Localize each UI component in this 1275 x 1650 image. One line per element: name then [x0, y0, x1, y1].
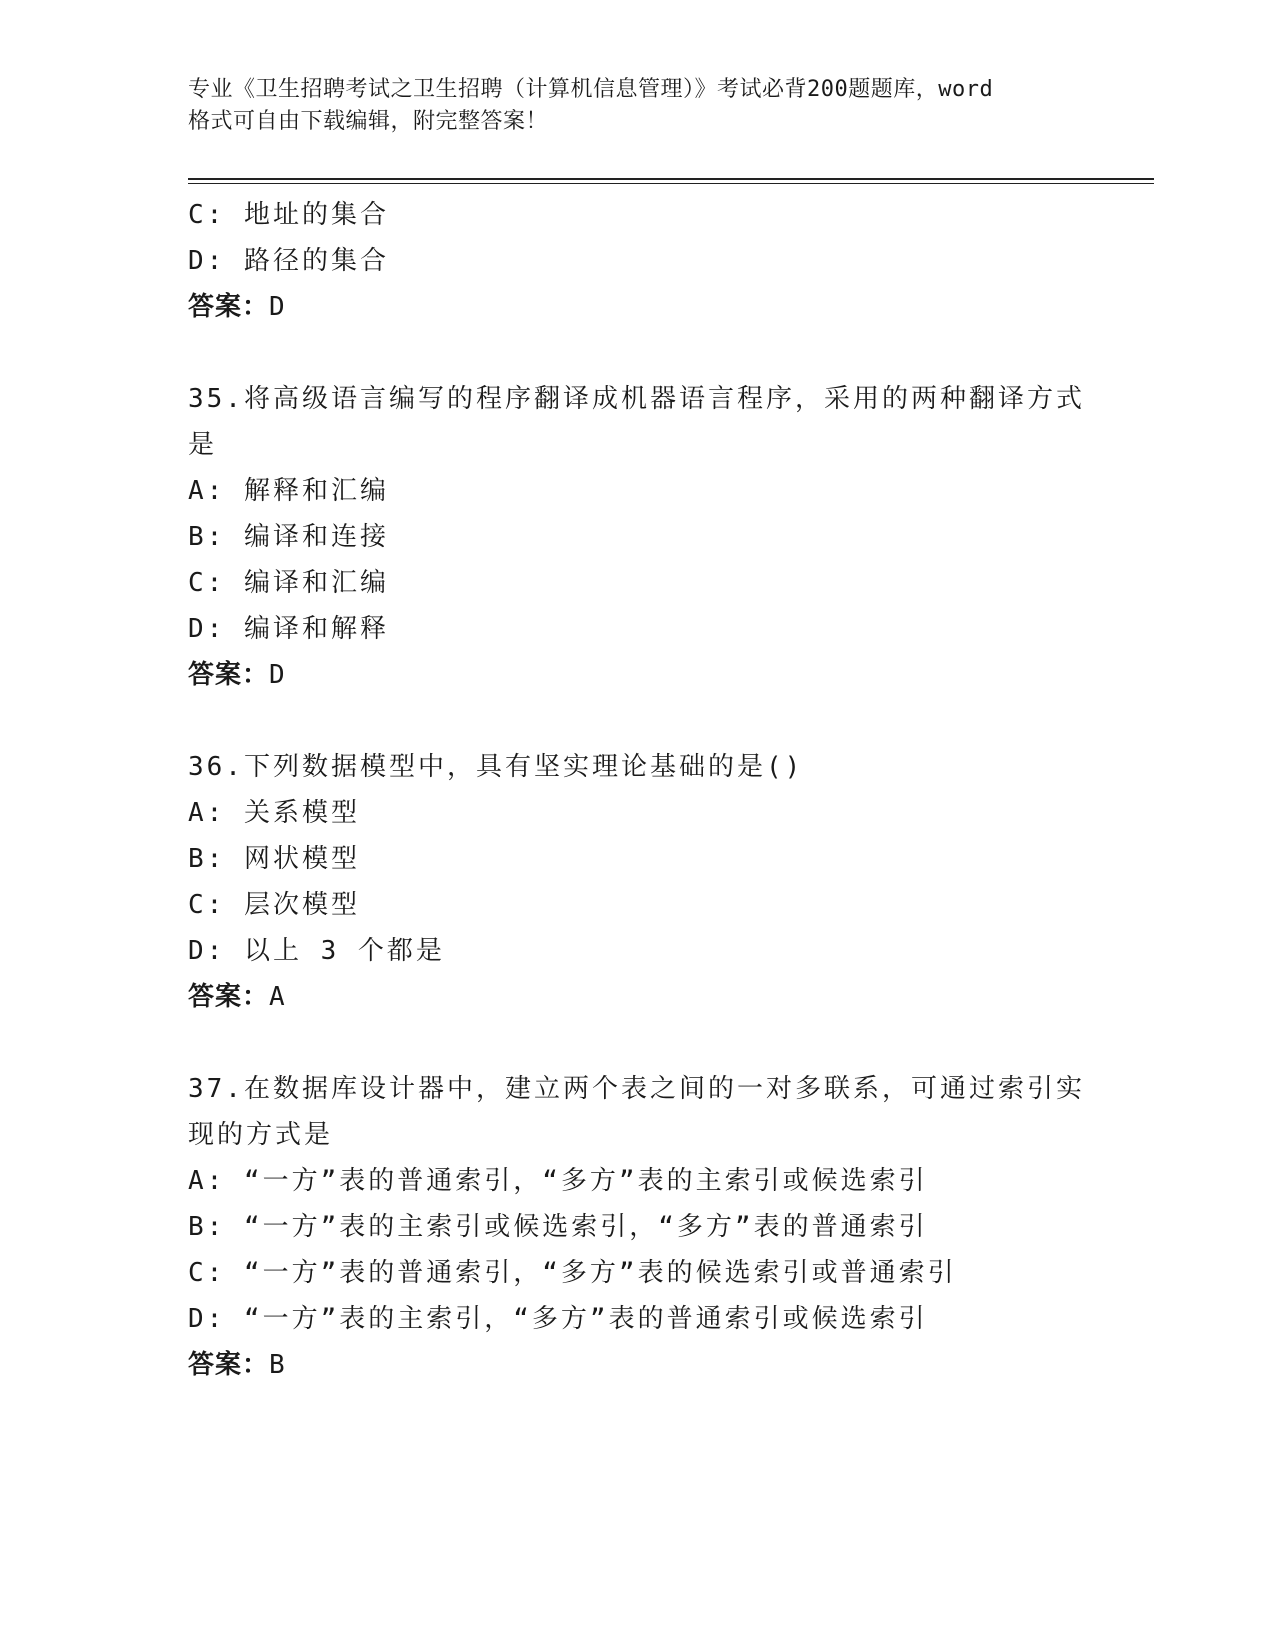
option-letter: A:	[188, 798, 226, 828]
question-37	[188, 1066, 1108, 1388]
answer-value: D	[269, 660, 286, 690]
option-text: “一方”表的普通索引，“多方”表的主索引或候选索引	[243, 1166, 928, 1196]
option-letter: B:	[188, 1212, 226, 1242]
header-divider-thin	[188, 183, 1154, 184]
option-c	[188, 560, 1108, 606]
option-text: 网状模型	[243, 844, 360, 874]
option-d	[188, 238, 1108, 284]
question-stem-line1	[188, 376, 1108, 422]
question-stem-line2: 现的方式是	[188, 1120, 334, 1150]
question-number: 36.	[188, 752, 244, 782]
question-stem: 在数据库设计器中，建立两个表之间的一对多联系，可通过索引实	[243, 1074, 1085, 1104]
option-letter: A:	[188, 1166, 226, 1196]
answer-value: B	[269, 1350, 286, 1380]
option-letter: D:	[188, 936, 226, 966]
option-letter: C:	[188, 890, 226, 920]
header-title-line2: 格式可自由下载编辑，附完整答案！	[188, 109, 549, 134]
option-b	[188, 514, 1108, 560]
option-letter: C:	[188, 200, 226, 230]
spacer	[188, 330, 1108, 376]
question-35	[188, 376, 1108, 698]
answer-label: 答案：	[188, 660, 270, 690]
spacer	[188, 1020, 1108, 1066]
answer-label: 答案：	[188, 292, 270, 322]
option-text: 编译和解释	[243, 614, 389, 644]
option-a	[188, 790, 1108, 836]
option-text: “一方”表的普通索引，“多方”表的候选索引或普通索引	[243, 1258, 957, 1288]
question-stem-line1	[188, 1066, 1108, 1112]
option-text: 以上 3 个都是	[243, 936, 445, 966]
answer-label: 答案：	[188, 1350, 270, 1380]
option-d	[188, 928, 1108, 974]
option-letter: B:	[188, 844, 226, 874]
document-header	[188, 74, 1088, 138]
answer-label: 答案：	[188, 982, 270, 1012]
question-number: 35.	[188, 384, 244, 414]
header-divider-thick	[188, 178, 1154, 180]
option-letter: A:	[188, 476, 226, 506]
option-text: 地址的集合	[243, 200, 389, 230]
answer-value: D	[269, 292, 286, 322]
option-b	[188, 1204, 1108, 1250]
option-c	[188, 192, 1108, 238]
question-36	[188, 744, 1108, 1020]
option-a	[188, 1158, 1108, 1204]
question-stem-line2: 是	[188, 430, 218, 460]
option-letter: C:	[188, 568, 226, 598]
answer-line	[188, 284, 1108, 330]
spacer	[188, 698, 1108, 744]
answer-line	[188, 974, 1108, 1020]
option-text: 编译和汇编	[243, 568, 389, 598]
option-text: “一方”表的主索引或候选索引，“多方”表的普通索引	[243, 1212, 928, 1242]
question-34-continuation	[188, 192, 1108, 330]
option-d	[188, 1296, 1108, 1342]
option-text: 解释和汇编	[243, 476, 389, 506]
question-stem-line1	[188, 744, 1108, 790]
answer-value: A	[269, 982, 286, 1012]
option-c	[188, 882, 1108, 928]
question-stem: 下列数据模型中，具有坚实理论基础的是()	[243, 752, 804, 782]
option-d	[188, 606, 1108, 652]
option-letter: C:	[188, 1258, 226, 1288]
option-a	[188, 468, 1108, 514]
option-letter: D:	[188, 614, 226, 644]
option-text: 路径的集合	[243, 246, 389, 276]
option-text: 层次模型	[243, 890, 360, 920]
question-stem: 将高级语言编写的程序翻译成机器语言程序，采用的两种翻译方式	[243, 384, 1085, 414]
option-letter: B:	[188, 522, 226, 552]
option-letter: D:	[188, 246, 226, 276]
option-c	[188, 1250, 1108, 1296]
option-letter: D:	[188, 1304, 226, 1334]
option-text: 编译和连接	[243, 522, 389, 552]
document-body	[188, 192, 1108, 1388]
answer-line	[188, 1342, 1108, 1388]
answer-line	[188, 652, 1108, 698]
option-text: 关系模型	[243, 798, 360, 828]
question-number: 37.	[188, 1074, 244, 1104]
option-b	[188, 836, 1108, 882]
option-text: “一方”表的主索引，“多方”表的普通索引或候选索引	[243, 1304, 928, 1334]
header-title-line1: 专业《卫生招聘考试之卫生招聘（计算机信息管理）》考试必背200题题库，word	[188, 77, 994, 102]
